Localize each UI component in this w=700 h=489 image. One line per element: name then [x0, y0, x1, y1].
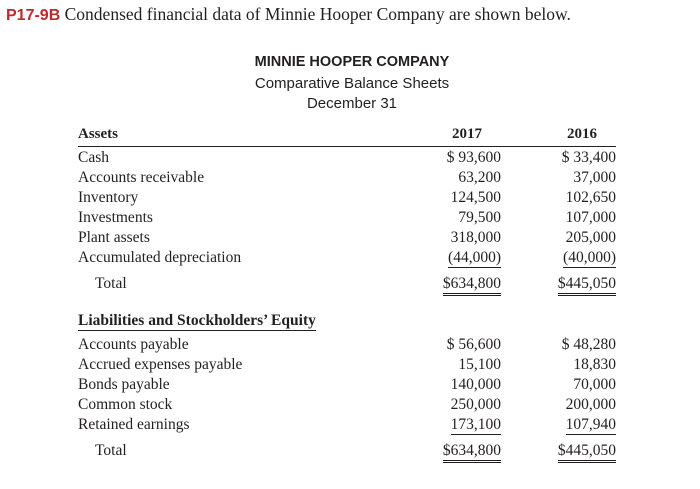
- asset-label: Investments: [78, 209, 153, 226]
- liabilities-heading: Liabilities and Stockholders’ Equity: [78, 312, 316, 329]
- asset-2017: (44,000): [448, 249, 501, 266]
- assets-total-label: Total: [95, 275, 127, 292]
- asset-2017: 79,500: [458, 209, 501, 226]
- liability-2016: 18,830: [573, 356, 616, 373]
- asset-2017: 124,500: [450, 189, 501, 206]
- liability-label: Accounts payable: [78, 336, 189, 353]
- asset-label: Cash: [78, 149, 109, 166]
- year-2016-header: 2016: [567, 126, 597, 142]
- liability-label: Bonds payable: [78, 376, 170, 393]
- asset-2016: 107,000: [565, 209, 616, 226]
- asset-label: Accumulated depreciation: [78, 249, 242, 266]
- liabilities-total-label: Total: [95, 442, 127, 459]
- asset-label: Inventory: [78, 189, 139, 206]
- liability-2016: $ 48,280: [561, 336, 616, 353]
- liability-label: Common stock: [78, 396, 173, 413]
- liability-2017: $ 56,600: [446, 336, 501, 353]
- asset-2016: 205,000: [565, 229, 616, 246]
- asset-2017: $ 93,600: [446, 149, 501, 166]
- asset-2016: 102,650: [565, 189, 616, 206]
- liability-2017: 15,100: [458, 356, 501, 373]
- asset-2017: 63,200: [458, 169, 501, 186]
- asset-label: Plant assets: [78, 229, 150, 246]
- company-name: MINNIE HOOPER COMPANY: [254, 54, 450, 70]
- asset-2016: (40,000): [563, 249, 616, 266]
- assets-total-2017: $634,800: [443, 275, 501, 296]
- liability-label: Accrued expenses payable: [78, 356, 243, 373]
- liability-2017: 250,000: [450, 396, 501, 413]
- asset-2016: 37,000: [573, 169, 616, 186]
- statement-title: Comparative Balance Sheets: [254, 75, 450, 92]
- year-2017-header: 2017: [452, 126, 482, 142]
- problem-number: P17-9B: [6, 7, 61, 24]
- liabilities-total-2016: $445,050: [558, 442, 616, 463]
- liability-2016: 107,940: [565, 416, 616, 433]
- problem-text: Condensed financial data of Minnie Hooper Company are shown below.: [64, 4, 571, 24]
- problem-statement: [6, 4, 571, 25]
- liabilities-total-2017: $634,800: [443, 442, 501, 463]
- assets-heading: Assets: [78, 126, 118, 142]
- liability-2016: 70,000: [573, 376, 616, 393]
- liability-2017: 173,100: [450, 416, 501, 433]
- header-rule: [78, 146, 616, 147]
- liability-2016: 200,000: [565, 396, 616, 413]
- statement-date: December 31: [306, 95, 398, 112]
- asset-2016: $ 33,400: [561, 149, 616, 166]
- assets-total-2016: $445,050: [558, 275, 616, 296]
- asset-label: Accounts receivable: [78, 169, 205, 186]
- liability-label: Retained earnings: [78, 416, 190, 433]
- asset-2017: 318,000: [450, 229, 501, 246]
- liability-2017: 140,000: [450, 376, 501, 393]
